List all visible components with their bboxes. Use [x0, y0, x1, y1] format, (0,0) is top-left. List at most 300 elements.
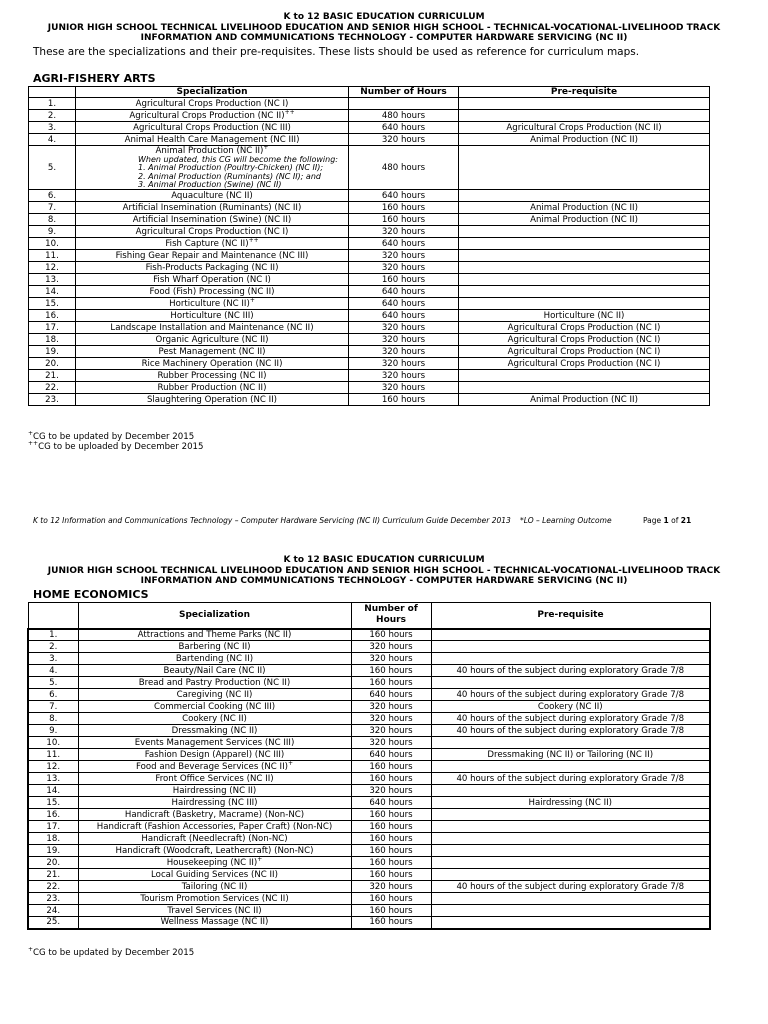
specialization-name: Travel Services (NC II) [167, 905, 262, 916]
specialization-name: Fish-Products Packaging (NC II) [145, 262, 279, 273]
col-prereq-header: Pre-requisite [459, 87, 710, 98]
prerequisite-cell: 40 hours of the subject during exploratory Grade 7/8 [431, 689, 710, 701]
table-header-row [29, 87, 710, 98]
hours-cell: 640 hours [349, 286, 459, 298]
row-number: 17. [28, 821, 78, 833]
table-row [29, 190, 710, 202]
specialization-name: Commercial Cooking (NC III) [153, 701, 276, 712]
hours-cell [349, 98, 459, 110]
table-row [28, 653, 710, 665]
table-row [29, 382, 710, 394]
row-number: 22. [29, 382, 76, 394]
prerequisite-cell: Agricultural Crops Production (NC I) [459, 358, 710, 370]
col-prereq-header-2: Pre-requisite [431, 603, 710, 629]
row-number: 16. [29, 310, 76, 322]
specialization-subtitle-2: INFORMATION AND COMMUNICATIONS TECHNOLOGY - COMPUTER HARDWARE SERVICING (NC II) [140, 576, 628, 586]
specialization-name: Bread and Pastry Production (NC II) [138, 677, 291, 688]
curriculum-title-2: K to 12 BASIC EDUCATION CURRICULUM [283, 555, 485, 565]
prerequisite-cell: Animal Production (NC II) [459, 394, 710, 406]
row-number: 15. [28, 797, 78, 809]
table-row [29, 358, 710, 370]
row-number: 23. [28, 893, 78, 905]
program-subtitle: JUNIOR HIGH SCHOOL TECHNICAL LIVELIHOOD EDUCATION AND SENIOR HIGH SCHOOL - TECHNICAL-VOCATIONAL-LIVELIHOOD TRACK [47, 22, 721, 33]
specialization-name: Fashion Design (Apparel) (NC III) [144, 749, 285, 760]
row-number: 18. [28, 833, 78, 845]
table-row [28, 809, 710, 821]
specialization-name: Food (Fish) Processing (NC II) [149, 286, 275, 297]
hours-cell: 480 hours [349, 146, 459, 190]
table-row [28, 881, 710, 893]
specialization-cell [78, 881, 351, 893]
specialization-name: Handicraft (Woodcraft, Leathercraft) (Non-NC) [115, 845, 314, 856]
specialization-subtitle: INFORMATION AND COMMUNICATIONS TECHNOLOGY - COMPUTER HARDWARE SERVICING (NC II) [140, 33, 628, 43]
hours-cell: 160 hours [351, 821, 431, 833]
specialization-name: Aquaculture (NC II) [171, 190, 253, 201]
specialization-cell [76, 394, 349, 406]
row-number: 13. [28, 773, 78, 785]
prerequisite-cell [459, 238, 710, 250]
specialization-name: Rubber Production (NC II) [157, 382, 267, 393]
specialization-cell [78, 713, 351, 725]
prerequisite-cell: 40 hours of the subject during exploratory Grade 7/8 [431, 773, 710, 785]
table-row [29, 202, 710, 214]
page1-footnotes [0, 432, 203, 452]
specialization-cell [78, 689, 351, 701]
row-number: 12. [29, 262, 76, 274]
hours-cell: 320 hours [349, 346, 459, 358]
specialization-cell [76, 274, 349, 286]
specialization-cell [76, 110, 349, 122]
specialization-note: When updated, this CG will become the following: [138, 155, 338, 164]
specialization-name: Barbering (NC II) [178, 641, 251, 652]
specialization-cell [76, 226, 349, 238]
prerequisite-cell [431, 821, 710, 833]
prerequisite-cell: Animal Production (NC II) [459, 214, 710, 226]
table-row [28, 629, 710, 641]
specialization-cell [78, 629, 351, 641]
hours-cell: 320 hours [349, 322, 459, 334]
prerequisite-cell: Agricultural Crops Production (NC II) [459, 122, 710, 134]
prerequisite-cell [459, 110, 710, 122]
specialization-note: 3. Animal Production (Swine) (NC II) [138, 179, 282, 189]
prerequisite-cell [431, 845, 710, 857]
specialization-cell [76, 190, 349, 202]
prerequisite-cell [431, 641, 710, 653]
row-number: 8. [28, 713, 78, 725]
row-number: 5. [28, 677, 78, 689]
row-number: 20. [28, 857, 78, 869]
page2-footnotes [0, 948, 194, 958]
specialization-cell [78, 773, 351, 785]
specialization-cell [76, 262, 349, 274]
footnote-marker: + [257, 855, 263, 863]
specialization-name: Artificial Insemination (Ruminants) (NC II) [122, 202, 302, 213]
prerequisite-cell [459, 190, 710, 202]
row-number: 7. [29, 202, 76, 214]
specialization-name: Animal Health Care Management (NC III) [124, 134, 300, 145]
specialization-cell [76, 122, 349, 134]
specialization-cell [78, 821, 351, 833]
specialization-name: Agricultural Crops Production (NC III) [133, 122, 291, 133]
footnote-marker: ++ [28, 440, 39, 448]
specialization-cell [76, 310, 349, 322]
table-row [29, 274, 710, 286]
specialization-name: Animal Production (NC II) [155, 146, 264, 156]
specialization-name: Local Guiding Services (NC II) [151, 869, 278, 880]
hours-cell: 320 hours [351, 881, 431, 893]
prerequisite-cell [459, 286, 710, 298]
footnote-text: CG to be updated by December 2015 [33, 948, 195, 958]
hours-cell: 160 hours [349, 214, 459, 226]
footnote-marker: ++ [284, 108, 295, 116]
row-number: 9. [28, 725, 78, 737]
prerequisite-cell [431, 761, 710, 773]
table-row [28, 917, 710, 929]
row-number: 1. [29, 98, 76, 110]
prerequisite-cell: Dressmaking (NC II) or Tailoring (NC II) [431, 749, 710, 761]
specialization-name: Tailoring (NC II) [181, 881, 248, 892]
specialization-note: 1. Animal Production (Poultry-Chicken) (NC II); [138, 163, 324, 173]
agri-fishery-table [28, 86, 710, 406]
specialization-cell [78, 917, 351, 929]
prerequisite-cell [459, 226, 710, 238]
hours-cell: 640 hours [349, 310, 459, 322]
table-row [29, 322, 710, 334]
footnote-text: CG to be updated by December 2015 [33, 432, 195, 442]
hours-cell: 320 hours [351, 725, 431, 737]
table-row [28, 821, 710, 833]
specialization-cell [76, 322, 349, 334]
hours-cell: 160 hours [349, 394, 459, 406]
col-hours-header: Number of Hours [349, 87, 459, 98]
col-number-header-2 [28, 603, 78, 629]
program-subtitle-2: JUNIOR HIGH SCHOOL TECHNICAL LIVELIHOOD EDUCATION AND SENIOR HIGH SCHOOL - TECHNICAL-VOCATIONAL-LIVELIHOOD TRACK [47, 565, 721, 576]
row-number: 6. [29, 190, 76, 202]
specialization-name: Agricultural Crops Production (NC I) [135, 98, 289, 109]
table-row [28, 773, 710, 785]
hours-cell: 160 hours [351, 905, 431, 917]
col-specialization-header-2: Specialization [78, 603, 351, 629]
table-row [28, 725, 710, 737]
specialization-name: Tourism Promotion Services (NC II) [140, 893, 289, 904]
hours-cell: 320 hours [349, 134, 459, 146]
prerequisite-cell [431, 785, 710, 797]
hours-cell: 160 hours [351, 809, 431, 821]
specialization-name: Horticulture (NC II) [169, 298, 250, 309]
hours-cell: 640 hours [351, 797, 431, 809]
table-row [28, 749, 710, 761]
specialization-cell [76, 298, 349, 310]
prerequisite-cell: 40 hours of the subject during exploratory Grade 7/8 [431, 665, 710, 677]
specialization-cell [76, 238, 349, 250]
specialization-cell [76, 214, 349, 226]
intro-text: These are the specializations and their pre-requisites. These lists should be used as reference for curriculum maps. [33, 46, 640, 58]
table-row [28, 905, 710, 917]
row-number: 10. [29, 238, 76, 250]
prerequisite-cell: Animal Production (NC II) [459, 202, 710, 214]
table-row [29, 98, 710, 110]
hours-cell: 320 hours [349, 358, 459, 370]
specialization-cell [76, 358, 349, 370]
prerequisite-cell [431, 677, 710, 689]
table-row [29, 298, 710, 310]
specialization-cell [76, 370, 349, 382]
specialization-cell [78, 785, 351, 797]
specialization-cell [78, 701, 351, 713]
footnote-marker: + [287, 759, 293, 767]
prerequisite-cell [431, 653, 710, 665]
specialization-cell [78, 641, 351, 653]
hours-cell: 320 hours [351, 701, 431, 713]
row-number: 22. [28, 881, 78, 893]
table-row [28, 893, 710, 905]
hours-cell: 640 hours [349, 190, 459, 202]
home-economics-table [27, 602, 711, 930]
table-row [28, 713, 710, 725]
row-number: 18. [29, 334, 76, 346]
footnote [28, 948, 194, 958]
hours-cell: 160 hours [351, 917, 431, 929]
row-number: 4. [29, 134, 76, 146]
row-number: 2. [28, 641, 78, 653]
hours-cell: 160 hours [349, 202, 459, 214]
hours-cell: 480 hours [349, 110, 459, 122]
row-number: 15. [29, 298, 76, 310]
table-row [28, 785, 710, 797]
hours-cell: 320 hours [351, 653, 431, 665]
specialization-cell [76, 250, 349, 262]
prerequisite-cell [431, 869, 710, 881]
table-row [29, 334, 710, 346]
prerequisite-cell: Cookery (NC II) [431, 701, 710, 713]
prerequisite-cell [431, 893, 710, 905]
specialization-cell [76, 382, 349, 394]
prerequisite-cell [459, 274, 710, 286]
row-number: 19. [28, 845, 78, 857]
specialization-cell [78, 857, 351, 869]
specialization-name: Artificial Insemination (Swine) (NC II) [132, 214, 292, 225]
specialization-cell [78, 725, 351, 737]
table-row [29, 286, 710, 298]
specialization-name: Fish Capture (NC II) [165, 238, 249, 249]
specialization-cell [78, 809, 351, 821]
specialization-cell [78, 737, 351, 749]
prerequisite-cell [459, 298, 710, 310]
specialization-name: Fish Wharf Operation (NC I) [153, 274, 271, 285]
specialization-name: Horticulture (NC III) [170, 310, 254, 321]
prerequisite-cell [459, 146, 710, 190]
specialization-name: Cookery (NC II) [182, 713, 247, 724]
table-row [29, 146, 710, 190]
hours-cell: 160 hours [351, 761, 431, 773]
row-number: 16. [28, 809, 78, 821]
table-row [28, 677, 710, 689]
table-row [28, 845, 710, 857]
hours-cell: 640 hours [349, 238, 459, 250]
specialization-cell [78, 833, 351, 845]
table-row [29, 134, 710, 146]
specialization-name: Dressmaking (NC II) [171, 725, 258, 736]
footnote-text: CG to be uploaded by December 2015 [38, 442, 204, 452]
hours-cell: 160 hours [349, 274, 459, 286]
specialization-name: Agricultural Crops Production (NC II) [129, 110, 285, 121]
specialization-cell [78, 797, 351, 809]
footnote-marker: ++ [248, 236, 259, 244]
hours-cell: 160 hours [351, 893, 431, 905]
agri-table-body [29, 98, 710, 406]
hours-cell: 640 hours [351, 749, 431, 761]
hours-cell: 320 hours [349, 334, 459, 346]
prerequisite-cell: Agricultural Crops Production (NC I) [459, 334, 710, 346]
table-row [28, 857, 710, 869]
row-number: 23. [29, 394, 76, 406]
row-number: 4. [28, 665, 78, 677]
col-number-header [29, 87, 76, 98]
row-number: 14. [28, 785, 78, 797]
specialization-name: Beauty/Nail Care (NC II) [163, 665, 266, 676]
footnote-marker: + [28, 946, 34, 954]
hours-cell: 640 hours [349, 298, 459, 310]
specialization-cell [78, 653, 351, 665]
hours-cell: 160 hours [351, 833, 431, 845]
row-number: 21. [29, 370, 76, 382]
row-number: 21. [28, 869, 78, 881]
hours-cell: 320 hours [351, 641, 431, 653]
table-row [28, 833, 710, 845]
prerequisite-cell [459, 262, 710, 274]
specialization-cell [76, 146, 349, 190]
table-row [29, 370, 710, 382]
page1-header [0, 12, 768, 44]
row-number: 13. [29, 274, 76, 286]
hours-cell: 320 hours [351, 713, 431, 725]
row-number: 1. [28, 629, 78, 641]
prerequisite-cell: Animal Production (NC II) [459, 134, 710, 146]
specialization-name: Wellness Massage (NC II) [160, 917, 269, 928]
specialization-name: Hairdressing (NC III) [171, 797, 258, 808]
table-row [28, 737, 710, 749]
specialization-name: Events Management Services (NC III) [134, 737, 295, 748]
prerequisite-cell [431, 737, 710, 749]
hours-cell: 160 hours [351, 629, 431, 641]
hours-cell: 160 hours [351, 773, 431, 785]
col-specialization-header: Specialization [76, 87, 349, 98]
hours-cell: 160 hours [351, 665, 431, 677]
prerequisite-cell: Horticulture (NC II) [459, 310, 710, 322]
footnote [28, 432, 203, 442]
col-hours-header-2: Number of Hours [351, 603, 431, 629]
hours-cell: 320 hours [349, 250, 459, 262]
specialization-name: Hairdressing (NC II) [172, 785, 257, 796]
footnote [28, 442, 203, 452]
specialization-name: Food and Beverage Services (NC II) [135, 761, 288, 772]
prerequisite-cell [459, 382, 710, 394]
specialization-cell [76, 286, 349, 298]
specialization-name: Rice Machinery Operation (NC II) [141, 358, 283, 369]
prerequisite-cell [431, 857, 710, 869]
table-header-row-2 [28, 603, 710, 629]
table-row [28, 869, 710, 881]
prerequisite-cell: 40 hours of the subject during exploratory Grade 7/8 [431, 713, 710, 725]
footnote-marker: + [28, 430, 34, 438]
footnote-marker: + [249, 296, 255, 304]
table-row [29, 394, 710, 406]
row-number: 9. [29, 226, 76, 238]
row-number: 7. [28, 701, 78, 713]
prerequisite-cell [431, 833, 710, 845]
prerequisite-cell: Hairdressing (NC II) [431, 797, 710, 809]
section-title-agri: AGRI-FISHERY ARTS [33, 72, 156, 85]
row-number: 10. [28, 737, 78, 749]
hours-cell: 640 hours [351, 689, 431, 701]
hours-cell: 640 hours [349, 122, 459, 134]
table-row [29, 214, 710, 226]
prerequisite-cell [431, 629, 710, 641]
section-title-home-economics: HOME ECONOMICS [33, 588, 149, 601]
specialization-name: Caregiving (NC II) [176, 689, 253, 700]
curriculum-title: K to 12 BASIC EDUCATION CURRICULUM [283, 12, 485, 22]
prerequisite-cell [431, 917, 710, 929]
table-row [29, 346, 710, 358]
specialization-name: Agricultural Crops Production (NC I) [135, 226, 289, 237]
specialization-name: Housekeeping (NC II) [166, 857, 258, 868]
specialization-name: Front Office Services (NC II) [155, 773, 274, 784]
hours-cell: 160 hours [351, 845, 431, 857]
specialization-name: Attractions and Theme Parks (NC II) [137, 629, 292, 640]
specialization-note: 2. Animal Production (Ruminants) (NC II); and [138, 171, 321, 181]
hours-cell: 320 hours [349, 382, 459, 394]
row-number: 5. [29, 146, 76, 190]
table-row [29, 310, 710, 322]
prerequisite-cell [459, 250, 710, 262]
row-number: 3. [29, 122, 76, 134]
specialization-name: Handicraft (Basketry, Macrame) (Non-NC) [124, 809, 305, 820]
specialization-cell [78, 749, 351, 761]
specialization-name: Landscape Installation and Maintenance (NC II) [110, 322, 314, 333]
specialization-cell [78, 905, 351, 917]
hours-cell: 320 hours [349, 226, 459, 238]
hours-cell: 320 hours [349, 262, 459, 274]
row-number: 11. [29, 250, 76, 262]
specialization-cell [78, 845, 351, 857]
table-row [29, 226, 710, 238]
page2-header [0, 555, 768, 587]
specialization-name: Rubber Processing (NC II) [157, 370, 267, 381]
table-row [29, 238, 710, 250]
specialization-cell [78, 677, 351, 689]
hours-cell: 160 hours [351, 677, 431, 689]
specialization-cell [78, 761, 351, 773]
specialization-cell [76, 346, 349, 358]
specialization-cell [78, 665, 351, 677]
hours-cell: 320 hours [351, 737, 431, 749]
specialization-cell [78, 893, 351, 905]
footer-lo-note: *LO – Learning Outcome [520, 516, 612, 525]
specialization-cell [76, 98, 349, 110]
specialization-name: Pest Management (NC II) [158, 346, 266, 357]
hours-cell: 160 hours [351, 857, 431, 869]
hours-cell: 320 hours [349, 370, 459, 382]
specialization-name: Handicraft (Needlecraft) (Non-NC) [141, 833, 288, 844]
specialization-cell [76, 334, 349, 346]
specialization-name: Organic Agriculture (NC II) [155, 334, 269, 345]
prerequisite-cell [431, 809, 710, 821]
row-number: 6. [28, 689, 78, 701]
row-number: 3. [28, 653, 78, 665]
table-row [29, 250, 710, 262]
footnote-marker: + [263, 144, 269, 152]
specialization-cell [76, 202, 349, 214]
